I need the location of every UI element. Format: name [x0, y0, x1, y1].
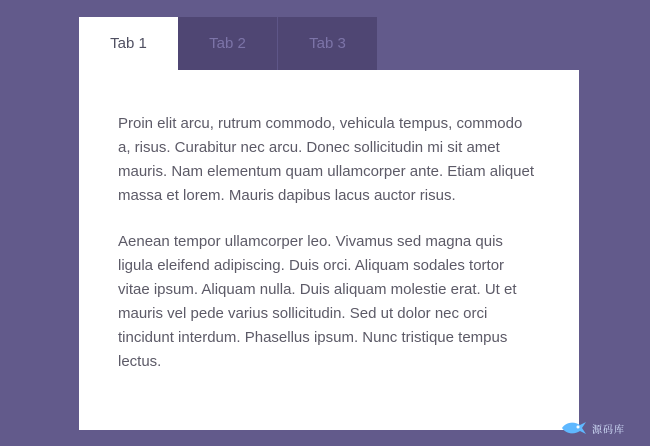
tab-2[interactable]: Tab 2	[178, 17, 277, 70]
tab-panel	[79, 70, 579, 430]
panel-paragraph-1: Proin elit arcu, rutrum commodo, vehicula tempus, commodo a, risus. Curabitur nec arcu. Donec sollicitudin mi sit amet mauris. Nam elementum quam ullamcorper ante. Etiam aliquet massa et lorem. Mauris dapibus lacus auctor risus.	[118, 115, 535, 204]
panel-paragraph-2: Aenean tempor ullamcorper leo. Vivamus sed magna quis ligula eleifend adipiscing. Duis orci. Aliquam sodales tortor vitae ipsum. Aliquam nulla. Duis aliquam molestie erat. Ut et mauris vel pede varius sollicitudin. Sed ut dolor nec orci tincidunt interdum. Phasellus ipsum. Nunc tristique tempus lectus.	[118, 233, 517, 370]
watermark-text: 源码库	[592, 424, 625, 436]
tab-1[interactable]: Tab 1	[79, 17, 178, 70]
watermark	[560, 416, 638, 440]
site-logo-icon	[560, 419, 588, 437]
tab-bar	[79, 17, 377, 70]
tab-3[interactable]: Tab 3	[277, 17, 377, 70]
